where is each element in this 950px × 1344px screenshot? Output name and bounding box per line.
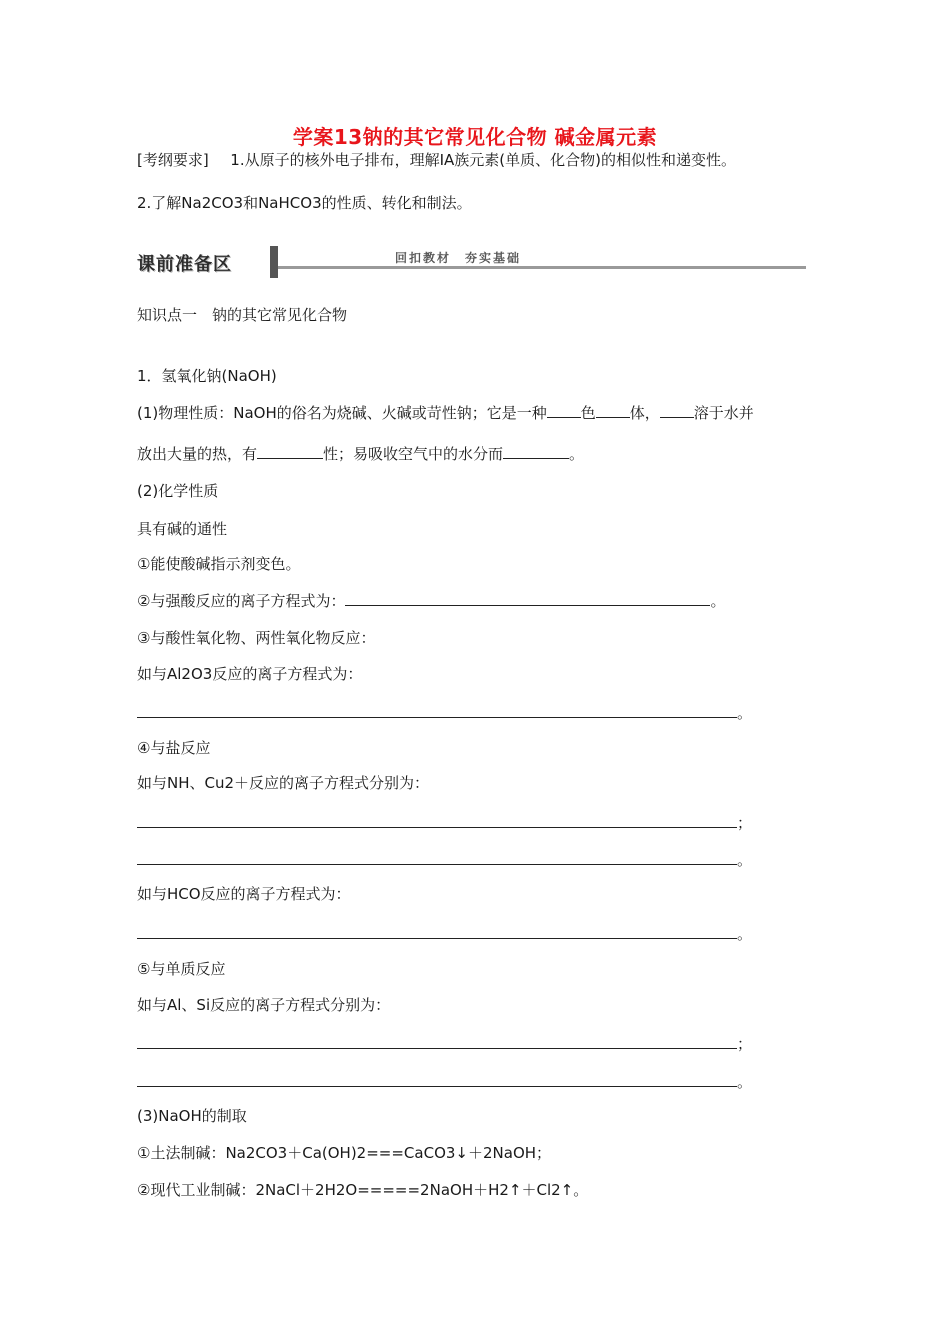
period: 。 [737,851,753,869]
requirements-line-1 [137,150,736,170]
semicolon: ； [737,1035,753,1053]
requirements-label: [考纲要求] [137,151,209,169]
answer-line-cu2 [137,849,752,869]
physical-text-4: 溶于水并 [693,404,754,422]
period: 。 [737,925,753,943]
physical-text-6: 性；易吸收空气中的水分而 [323,445,504,463]
physical-text-7: 。 [569,445,585,463]
chemical-item-5: ⑤与单质反应 [137,960,226,978]
physical-text-1: (1)物理性质：NaOH的俗名为烧碱、火碱或苛性钠；它是一种 [137,404,547,422]
blank-hco3-equation[interactable] [137,924,737,939]
physical-properties-line-1 [137,403,754,423]
period: 。 [737,704,753,722]
banner-subtitle: 回扣教材 夯实基础 [395,251,522,265]
blank-al2o3-equation[interactable] [137,703,737,718]
page-title: 学案13钠的其它常见化合物 碱金属元素 [292,125,658,149]
common-properties: 具有碱的通性 [137,520,228,538]
chemical-item-4-sub2: 如与HCO反应的离子方程式为： [137,885,351,903]
preparation-item-1: ①土法制碱：Na2CO3＋Ca(OH)2===CaCO3↓＋2NaOH； [137,1144,552,1162]
topic-heading: 1．氢氧化钠(NaOH) [137,367,277,385]
blank-property[interactable] [257,444,323,459]
item-2-text: ②与强酸反应的离子方程式为： [137,592,346,610]
chemical-item-1: ①能使酸碱指示剂变色。 [137,555,301,573]
blank-strong-acid-equation[interactable] [345,591,710,606]
chemical-heading: (2)化学性质 [137,482,219,500]
chemical-item-3: ③与酸性氧化物、两性氧化物反应： [137,629,376,647]
semicolon: ； [737,814,753,832]
chemical-item-3-sub: 如与Al2O3反应的离子方程式为： [137,665,363,683]
blank-color[interactable] [547,403,581,418]
requirement-1: 1.从原子的核外电子排布，理解ⅠA族元素(单质、化合物)的相似性和递变性。 [230,151,736,169]
blank-cu2-equation[interactable] [137,850,737,865]
blank-si-equation[interactable] [137,1072,737,1087]
section-heading: 知识点一 钠的其它常见化合物 [137,306,348,324]
physical-properties-line-2 [137,444,584,464]
blank-state[interactable] [596,403,630,418]
blank-solubility[interactable] [660,403,694,418]
period: 。 [737,1073,753,1091]
banner-rule [278,266,806,269]
blank-deliquescence[interactable] [503,444,569,459]
section-banner [137,246,807,280]
chemical-item-5-sub: 如与Al、Si反应的离子方程式分别为： [137,996,391,1014]
answer-line-nh4 [137,812,752,832]
chemical-item-4-sub: 如与NH、Cu2＋反应的离子方程式分别为： [137,774,430,792]
physical-text-2: 色 [580,404,596,422]
chemical-item-4: ④与盐反应 [137,739,211,757]
answer-line-al2o3 [137,702,752,722]
answer-line-al [137,1033,752,1053]
preparation-heading: (3)NaOH的制取 [137,1107,247,1125]
requirement-2: 2.了解Na2CO3和NaHCO3的性质、转化和制法。 [137,194,472,212]
banner-divider [270,246,278,278]
item-2-end: 。 [710,592,726,610]
physical-text-3: 体， [629,404,660,422]
answer-line-si [137,1071,752,1091]
banner-title: 课前准备区 [137,254,232,275]
physical-text-5: 放出大量的热，有 [137,445,258,463]
blank-al-equation[interactable] [137,1034,737,1049]
answer-line-hco3 [137,923,752,943]
blank-nh4-equation[interactable] [137,813,737,828]
chemical-item-2 [137,591,725,611]
preparation-item-2: ②现代工业制碱：2NaCl＋2H2O=====2NaOH＋H2↑＋Cl2↑。 [137,1181,589,1199]
